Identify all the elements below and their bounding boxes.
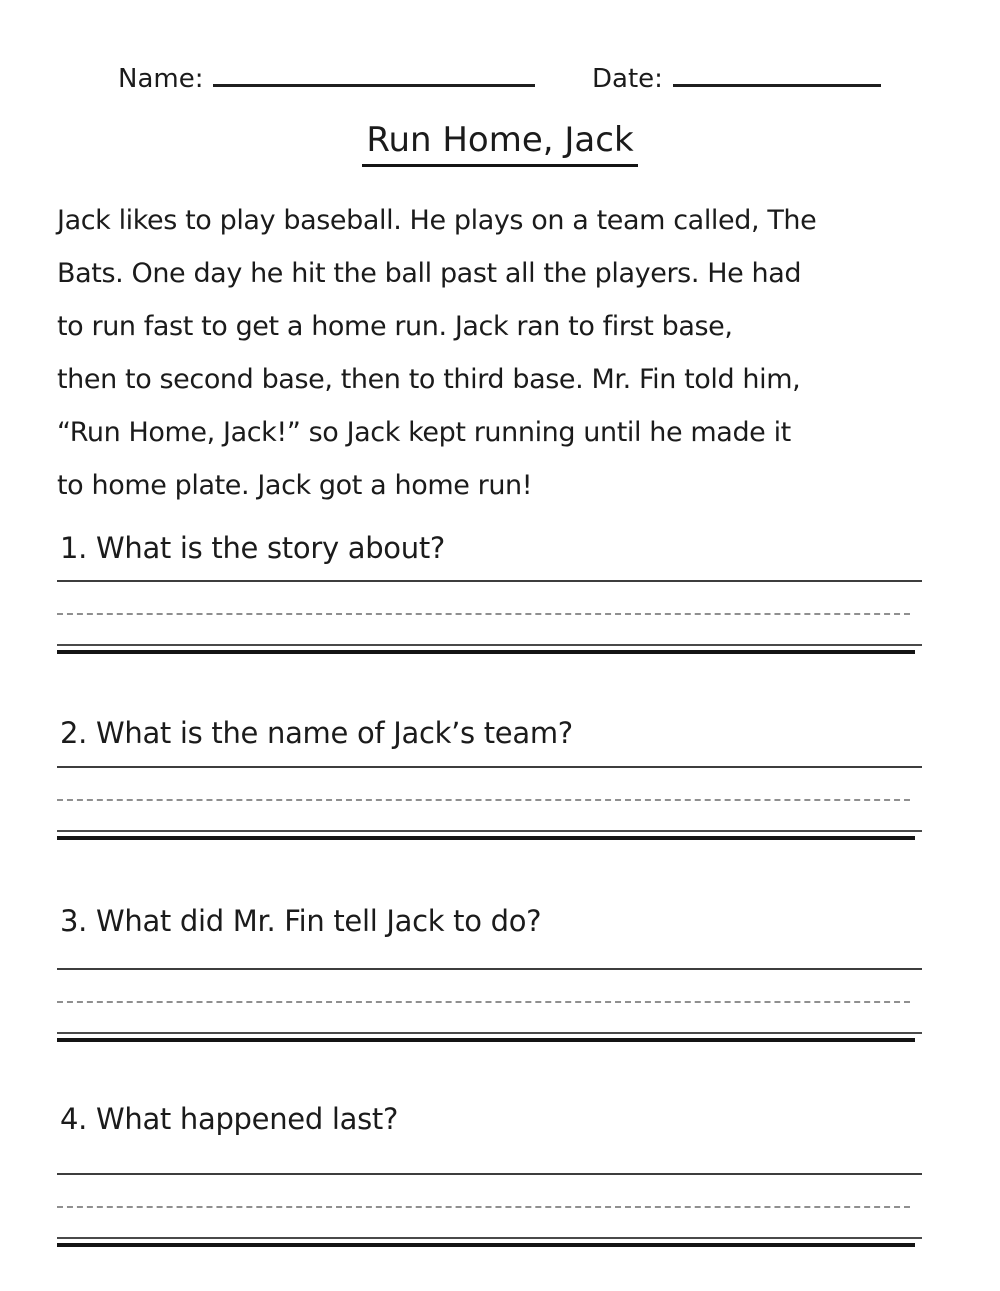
answer-line-base-bold bbox=[57, 836, 915, 840]
question-2-text: 2. What is the name of Jack’s team? bbox=[60, 716, 573, 750]
answer-line-base bbox=[57, 830, 922, 832]
question-block-2 bbox=[57, 713, 922, 840]
story-paragraph bbox=[57, 194, 957, 512]
answer-area-3[interactable] bbox=[57, 968, 922, 1042]
answer-line-base bbox=[57, 1032, 922, 1034]
name-blank-line[interactable] bbox=[213, 60, 535, 87]
answer-line-middle-dashed bbox=[57, 799, 910, 801]
story-line: to run fast to get a home run. Jack ran to first base, bbox=[57, 311, 733, 342]
question-block-3 bbox=[57, 901, 922, 1042]
answer-line-top bbox=[57, 766, 922, 768]
answer-line-top bbox=[57, 968, 922, 970]
title-row bbox=[0, 120, 1000, 167]
answer-line-middle-dashed bbox=[57, 1001, 910, 1003]
name-field bbox=[118, 60, 535, 94]
name-label: Name: bbox=[118, 64, 204, 94]
answer-line-base bbox=[57, 644, 922, 646]
story-line: Jack likes to play baseball. He plays on a team called, The bbox=[57, 205, 817, 236]
answer-line-middle-dashed bbox=[57, 613, 910, 615]
answer-line-base-bold bbox=[57, 650, 915, 654]
question-1-text: 1. What is the story about? bbox=[60, 531, 445, 565]
answer-line-base-bold bbox=[57, 1038, 915, 1042]
page-title: Run Home, Jack bbox=[362, 120, 637, 167]
story-line: Bats. One day he hit the ball past all the players. He had bbox=[57, 258, 802, 289]
answer-area-1[interactable] bbox=[57, 580, 922, 654]
story-line: “Run Home, Jack!” so Jack kept running until he made it bbox=[57, 417, 791, 448]
answer-line-middle-dashed bbox=[57, 1206, 910, 1208]
question-3-text: 3. What did Mr. Fin tell Jack to do? bbox=[60, 904, 542, 938]
date-field bbox=[592, 60, 881, 94]
answer-line-base bbox=[57, 1237, 922, 1239]
answer-area-4[interactable] bbox=[57, 1173, 922, 1247]
question-block-1 bbox=[57, 528, 922, 654]
answer-line-top bbox=[57, 580, 922, 582]
story-line: then to second base, then to third base. Mr. Fin told him, bbox=[57, 364, 801, 395]
answer-area-2[interactable] bbox=[57, 766, 922, 840]
date-blank-line[interactable] bbox=[673, 60, 881, 87]
answer-line-base-bold bbox=[57, 1243, 915, 1247]
story-line: to home plate. Jack got a home run! bbox=[57, 470, 533, 501]
question-4-text: 4. What happened last? bbox=[60, 1102, 399, 1136]
date-label: Date: bbox=[592, 64, 663, 94]
answer-line-top bbox=[57, 1173, 922, 1175]
question-block-4 bbox=[57, 1099, 922, 1247]
